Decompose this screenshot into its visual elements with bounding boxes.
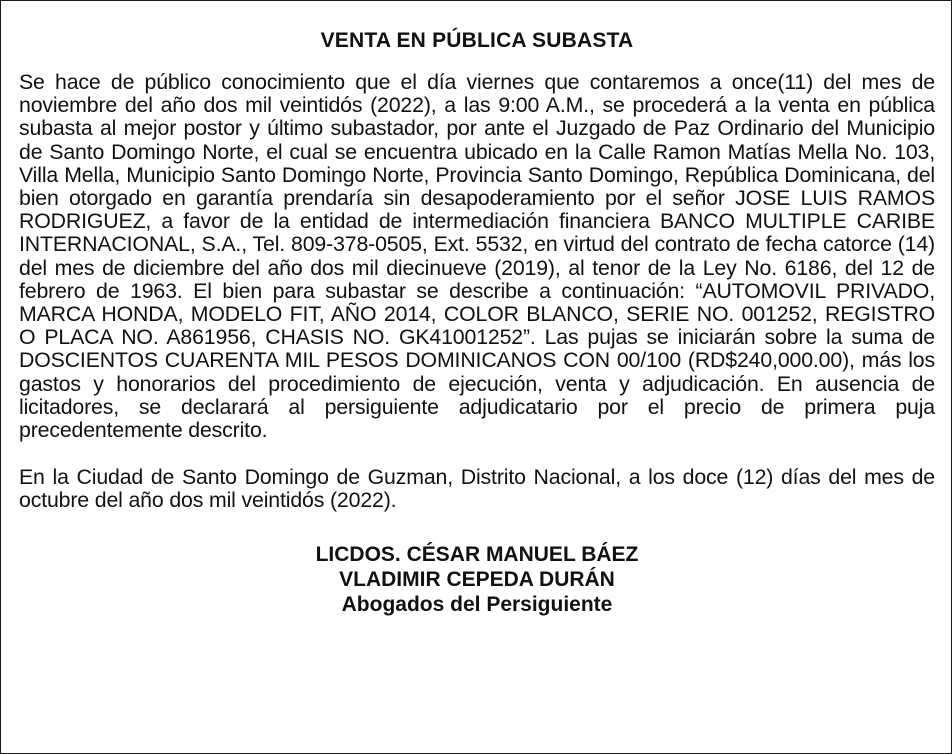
signature-block [19,542,935,617]
signature-line-role: Abogados del Persiguiente [341,592,613,616]
notice-body-paragraph: Se hace de público conocimiento que el día viernes que contaremos a once(11) del mes de noviembre del año dos mil veintidós (2022), a las 9:00 A.M., se procederá a la venta en pública subasta al mejor postor y último subastador, por ante el Juzgado de Paz Ordinario del Municipio de Santo Domingo Norte, el cual se encuentra ubicado en la Calle Ramon Matías Mella No. 103, Villa Mella, Municipio Santo Domingo Norte, Provincia Santo Domingo, República Dominicana, del bien otorgado en garantía prendaría sin desapoderamiento por el señor JOSE LUIS RAMOS RODRIGUEZ, a favor de la entidad de intermediación financiera BANCO MULTIPLE CARIBE INTERNACIONAL, S.A., Tel. 809-378-0505, Ext. 5532, en virtud del contrato de fecha catorce (14) del mes de diciembre del año dos mil diecinueve (2019), al tenor de la Ley No. 6186, del 12 de febrero de 1963. El bien para subastar se describe a continuación: “AUTOMOVIL PRIVADO, MARCA HONDA, MODELO FIT, AÑO 2014, COLOR BLANCO, SERIE NO. 001252, REGISTRO O PLACA NO. A861956, CHASIS NO. GK41001252”. Las pujas se iniciarán sobre la suma de DOSCIENTOS CUARENTA MIL PESOS DOMINICANOS CON 00/100 (RD$240,000.00), más los gastos y honorarios del procedimiento de ejecución, venta y adjudicación. En ausencia de licitadores, se declarará al persiguiente adjudicatario por el precio de primera puja precedentemente descrito. [19,70,935,443]
signature-line-lawyer-1: LICDOS. CÉSAR MANUEL BÁEZ [315,542,639,566]
signature-line-lawyer-2: VLADIMIR CEPEDA DURÁN [339,567,615,591]
notice-closing-paragraph: En la Ciudad de Santo Domingo de Guzman, Distrito Nacional, a los doce (12) días del mes de octubre del año dos mil veintidós (2022). [19,465,935,513]
notice-title: VENTA EN PÚBLICA SUBASTA [320,29,634,52]
